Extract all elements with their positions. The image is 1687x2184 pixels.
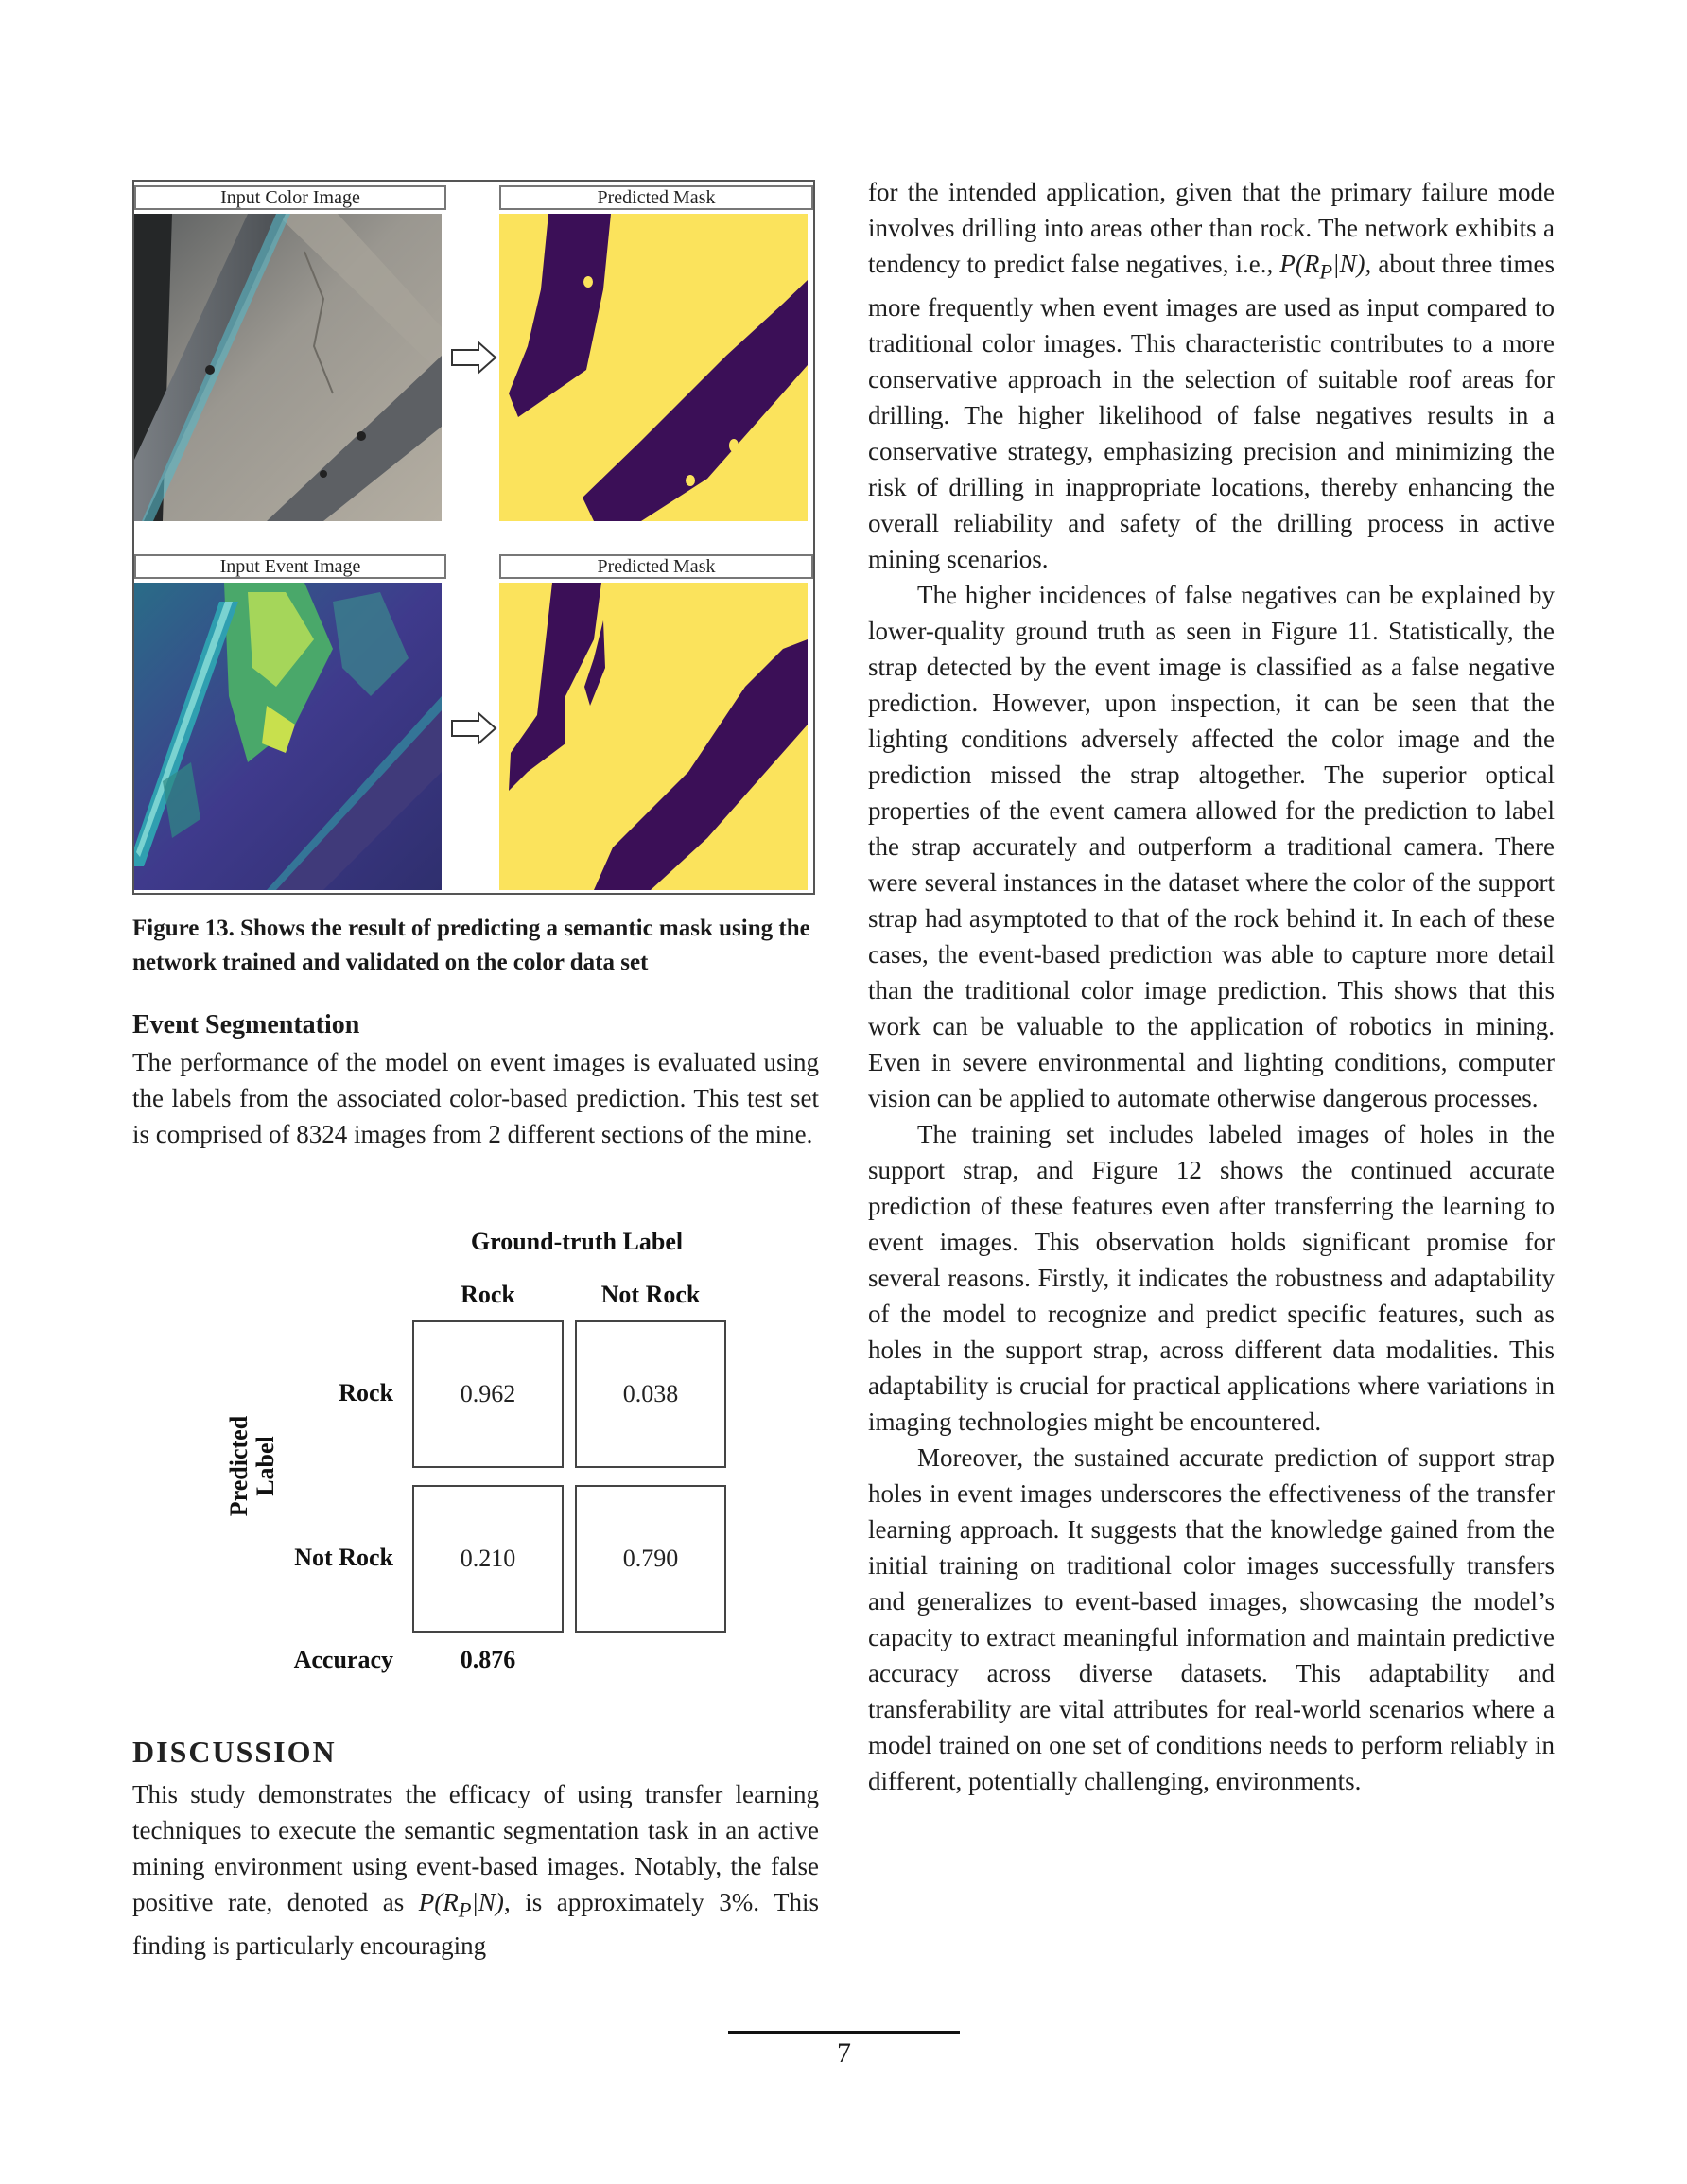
cm-title: Ground-truth Label — [470, 1228, 684, 1255]
arrow-right-icon — [450, 341, 497, 375]
right-column — [868, 174, 1555, 1799]
cm-row-label-not-rock: Not Rock — [294, 1544, 393, 1571]
event-segmentation-paragraph: The performance of the model on event images is evaluated using the labels from the associated color-based prediction. This test set is comprised of 8324 images from 2 different sections of the mine. — [132, 1048, 819, 1148]
predicted-mask-color — [499, 214, 808, 521]
discussion-paragraph — [132, 1776, 819, 1964]
false-positive-math: $P(R_P|N)$ — [418, 1888, 504, 1922]
cm-col-header-rock: Rock — [461, 1281, 515, 1308]
footer-rule — [728, 2031, 960, 2034]
cm-row-axis-label — [215, 1415, 290, 1517]
cm-cell-rock-not-rock: 0.038 — [575, 1320, 726, 1468]
discussion-text-1: This study demonstrates the efficacy of using transfer learning techniques to execute the semantic segmentation task in an active mining environment using event-based images. Notably, the false positive rate, denoted as — [132, 1780, 819, 1916]
cm-row-axis-label-line1: Predicted — [225, 1415, 252, 1517]
cm-row-axis-label-line2: Label — [252, 1436, 279, 1496]
false-negative-math: $P(R_P|N)$ — [1279, 250, 1365, 284]
paragraph-4: Moreover, the sustained accurate prediction of support strap holes in event images underscores the effectiveness of the transfer learning approach. It suggests that the knowledge gained from the initial training on traditional color images successfully transfers and generalizes to event-based images, showcasing the model’s capacity to extract meaningful information and maintain predictive accuracy across diverse datasets. This adaptability and transferability are vital attributes for real-world scenarios where a model trained on one set of conditions needs to perform reliably in different, potentially challenging, environments. — [868, 1443, 1555, 1796]
cm-cell-not-rock-rock: 0.210 — [412, 1485, 564, 1633]
panel-label-predicted-mask-color: Predicted Mask — [499, 185, 813, 210]
discussion-text-2: , is approximately 3%. This finding is particularly encouraging — [132, 1888, 819, 1961]
panel-label-input-event: Input Event Image — [134, 554, 446, 579]
page-number: 7 — [837, 2037, 851, 2069]
cm-col-header-not-rock: Not Rock — [600, 1281, 701, 1308]
cm-cell-not-rock-not-rock: 0.790 — [575, 1485, 726, 1633]
cm-accuracy-label: Accuracy — [293, 1646, 393, 1673]
section-heading-event-segmentation: Event Segmentation — [132, 1010, 360, 1040]
panel-label-input-color: Input Color Image — [134, 185, 446, 210]
cm-cell-rock-rock: 0.962 — [412, 1320, 564, 1468]
input-color-image — [134, 214, 442, 521]
paragraph-3: The training set includes labeled images of holes in the support strap, and Figure 12 shows the continued accurate prediction of these features even after transferring the learning to event images. This observation holds significant promise for several reasons. Firstly, it indicates the robustness and adaptability of the model to recognize and predict specific features, such as holes in the support strap, across different data modalities. This adaptability is crucial for practical applications where variations in imaging technologies might be encountered. — [868, 1120, 1555, 1437]
figure-caption: Figure 13. Shows the result of predicting a semantic mask using the network trained and validated on the color data set — [132, 916, 810, 975]
arrow-right-icon — [450, 711, 497, 745]
input-event-image — [134, 583, 442, 890]
cm-accuracy-value: 0.876 — [460, 1646, 516, 1673]
paragraph-1: for the intended application, given that the primary failure mode involves drilling into areas other than rock. The network exhibits a tendency to predict false negatives, i.e., $P(R_P|N)$, about three times more frequently when event images are used as input compared to traditional color images. This characteristic contributes to a more conservative approach in the selection of suitable roof areas for drilling. The higher likelihood of false negatives results in a conservative strategy, emphasizing precision and minimizing the risk of drilling in inappropriate locations, thereby enhancing the overall reliability and safety of the drilling process in active mining scenarios. — [868, 178, 1555, 574]
cm-row-label-rock: Rock — [339, 1379, 393, 1406]
paragraph-2: The higher incidences of false negatives can be explained by lower-quality ground truth as seen in Figure 11. Statistically, the strap detected by the event image is classified as a false negative prediction. However, upon inspection, it can be seen that the lighting conditions adversely affected the color image and the prediction missed the strap altogether. The superior optical properties of the event camera allowed for the prediction to label the strap accurately and outperform a traditional camera. There were several instances in the dataset where the color of the support strap had asymptoted to that of the rock behind it. In each of these cases, the event-based prediction was able to capture more detail than the traditional color image prediction. This shows that this work can be valuable to the application of robotics in mining. Even in severe environmental and lighting conditions, computer vision can be applied to automate otherwise dangerous processes. — [868, 581, 1555, 1113]
panel-label-predicted-mask-event: Predicted Mask — [499, 554, 813, 579]
figure-13 — [132, 180, 815, 895]
section-heading-discussion: DISCUSSION — [132, 1735, 337, 1769]
predicted-mask-event — [499, 583, 808, 890]
